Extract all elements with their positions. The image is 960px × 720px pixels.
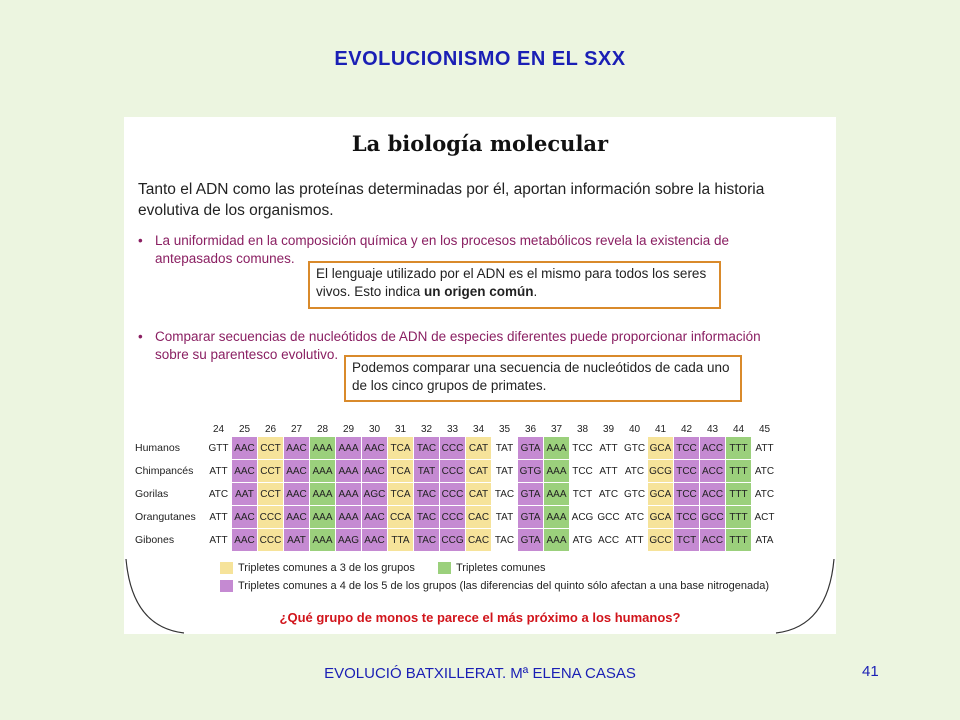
codon-cell: CCC [258,506,283,528]
bullet-marker: • [138,329,143,344]
note-end: . [533,284,538,299]
codon-cell: TCA [388,460,413,482]
position-header: 44 [732,423,745,435]
position-header: 42 [680,423,693,435]
codon-cell: AAA [310,506,335,528]
codon-cell: TCC [572,442,593,454]
content-image-panel [124,117,836,634]
codon-cell: AAA [544,460,569,482]
codon-cell: AGC [362,483,387,505]
codon-cell: CCC [440,506,465,528]
codon-cell: TCC [674,460,699,482]
codon-cell: TAC [414,437,439,459]
codon-table [132,421,778,552]
position-header: 35 [498,423,511,435]
codon-cell: TTT [726,506,751,528]
codon-cell: ATG [572,534,593,546]
codon-cell: TAC [414,506,439,528]
codon-cell: AAA [310,460,335,482]
codon-cell: ACC [700,483,725,505]
codon-cell: AAA [310,483,335,505]
codon-cell: TAC [494,488,515,500]
codon-cell: ATC [624,465,645,477]
species-row [133,529,777,551]
codon-cell: ATC [754,488,775,500]
codon-cell: GTC [623,442,646,454]
codon-cell: CAT [466,460,491,482]
codon-cell: CCC [440,437,465,459]
codon-cell: TCC [674,506,699,528]
position-header: 33 [446,423,459,435]
note-box-common-origin [308,261,721,309]
position-header: 40 [628,423,641,435]
codon-cell: CCT [258,437,283,459]
header-spacer [133,422,205,436]
position-header: 31 [394,423,407,435]
codon-cell: TTT [726,483,751,505]
codon-cell: AAC [232,437,257,459]
codon-cell: TAC [494,534,515,546]
position-header: 45 [758,423,771,435]
codon-cell: TCT [674,529,699,551]
codon-table-body [133,437,777,551]
position-header: 34 [472,423,485,435]
codon-cell: TTT [726,460,751,482]
position-header: 43 [706,423,719,435]
codon-cell: AAC [362,437,387,459]
bullet-marker: • [138,233,143,248]
codon-cell: GCG [648,460,673,482]
position-header: 38 [576,423,589,435]
codon-cell: AAT [232,483,257,505]
codon-cell: CCC [440,460,465,482]
position-header: 30 [368,423,381,435]
codon-cell: GTA [518,437,543,459]
codon-cell: AAA [336,437,361,459]
codon-cell: ACG [571,511,594,523]
codon-cell: GCA [648,483,673,505]
species-row [133,460,777,482]
note-text: El lenguaje utilizado por el ADN es el mismo para todos los seres vivos. Esto indica [316,266,707,299]
codon-cell: GCC [597,511,620,523]
codon-cell: ACC [700,460,725,482]
codon-cell: ATT [209,511,228,523]
codon-cell: AAC [362,460,387,482]
codon-cell: GCA [648,437,673,459]
codon-cell: ATC [208,488,229,500]
codon-cell: GTC [623,488,646,500]
codon-cell: AAA [544,529,569,551]
species-row [133,437,777,459]
codon-cell: GTA [518,529,543,551]
codon-cell: TAT [495,465,514,477]
codon-cell: TAT [495,511,514,523]
codon-cell: CAC [466,506,491,528]
position-header: 32 [420,423,433,435]
codon-cell: AAA [310,529,335,551]
legend-label: Tripletes comunes [456,562,546,574]
species-name: Chimpancés [135,465,194,477]
codon-cell: CCT [258,483,283,505]
position-header: 24 [212,423,225,435]
codon-cell: ACT [754,511,775,523]
codon-cell: AAT [284,529,309,551]
codon-cell: CAC [466,529,491,551]
codon-cell: TCC [674,483,699,505]
codon-cell: ATT [209,465,228,477]
page-number: 41 [862,663,879,680]
codon-cell: AAA [310,437,335,459]
species-row [133,483,777,505]
codon-cell: TTT [726,437,751,459]
codon-cell: ATC [598,488,619,500]
panel-title: La biología molecular [351,131,609,156]
codon-cell: GCC [700,506,725,528]
bullet-text: La uniformidad en la composición química y en los procesos metabólicos revela la existencia de antepasados comunes. [155,233,730,266]
codon-cell: AAC [232,460,257,482]
codon-cell: GCC [648,529,673,551]
codon-cell: TTT [726,529,751,551]
note-box-compare-primates: Podemos comparar una secuencia de nucleótidos de cada uno de los cinco grupos de primates. [344,355,742,402]
codon-cell: AAA [336,460,361,482]
species-name: Humanos [135,442,180,454]
legend-label: Tripletes comunes a 3 de los grupos [238,562,415,574]
species-name: Gibones [135,534,175,546]
codon-cell: CCC [258,529,283,551]
codon-cell: AAC [284,437,309,459]
codon-cell: TAT [495,442,514,454]
position-header: 25 [238,423,251,435]
codon-cell: TCT [572,488,593,500]
codon-cell: AAC [284,460,309,482]
codon-cell: ACC [700,437,725,459]
position-header: 41 [654,423,667,435]
codon-cell: ACC [700,529,725,551]
codon-cell: TCA [388,483,413,505]
position-header: 36 [524,423,537,435]
codon-cell: AAA [544,437,569,459]
codon-cell: ATT [755,442,774,454]
codon-cell: CCA [388,506,413,528]
species-row [133,506,777,528]
position-header-row [133,422,777,436]
codon-cell: AAC [362,506,387,528]
codon-cell: AAA [336,483,361,505]
codon-cell: TTA [388,529,413,551]
codon-cell: AAC [284,506,309,528]
codon-cell: TCC [674,437,699,459]
codon-cell: GTA [518,483,543,505]
codon-cell: AAC [232,529,257,551]
position-header: 39 [602,423,615,435]
position-header: 37 [550,423,563,435]
codon-cell: ATC [754,465,775,477]
codon-cell: AAG [336,529,361,551]
codon-cell: AAC [284,483,309,505]
codon-cell: AAA [336,506,361,528]
codon-cell: GTT [208,442,229,454]
codon-cell: ATT [599,442,618,454]
codon-cell: CAT [466,483,491,505]
codon-cell: CCG [440,529,465,551]
slide-title: EVOLUCIONISMO EN EL SXX [334,48,626,70]
codon-cell: AAA [544,483,569,505]
codon-cell: CCT [258,460,283,482]
codon-cell: AAA [544,506,569,528]
closing-question: ¿Qué grupo de monos te parece el más próximo a los humanos? [279,610,681,625]
codon-cell: ATT [209,534,228,546]
species-name: Orangutanes [135,511,196,523]
codon-cell: TAT [414,460,439,482]
codon-cell: GTG [518,460,543,482]
codon-cell: ACC [597,534,620,546]
legend-label: Tripletes comunes a 4 de los 5 de los grupos (las diferencias del quinto sólo afectan a una base nitrogenada) [238,580,769,592]
codon-cell: AAC [232,506,257,528]
note-bold-text: un origen común [424,284,534,299]
position-header: 26 [264,423,277,435]
codon-cell: CCC [440,483,465,505]
bullet-text: Comparar secuencias de nucleótidos de ADN de especies diferentes puede proporcionar información sobre su parentesco evolutivo. [155,329,761,362]
codon-cell: GCA [648,506,673,528]
codon-cell: TCC [572,465,593,477]
position-header: 28 [316,423,329,435]
codon-cell: TCA [388,437,413,459]
position-header: 29 [342,423,355,435]
codon-cell: ATA [755,534,774,546]
codon-cell: AAC [362,529,387,551]
codon-cell: ATT [599,465,618,477]
footer-credit: EVOLUCIÓ BATXILLERAT. Mª ELENA CASAS [324,665,636,682]
position-header: 27 [290,423,303,435]
codon-cell: ATC [624,511,645,523]
codon-cell: TAC [414,529,439,551]
codon-cell: CAT [466,437,491,459]
codon-cell: TAC [414,483,439,505]
codon-cell: ATT [625,534,644,546]
species-name: Gorilas [135,488,169,500]
codon-cell: GTA [518,506,543,528]
intro-paragraph: Tanto el ADN como las proteínas determinadas por él, aportan información sobre la historia evolutiva de los organismos. [138,181,765,219]
